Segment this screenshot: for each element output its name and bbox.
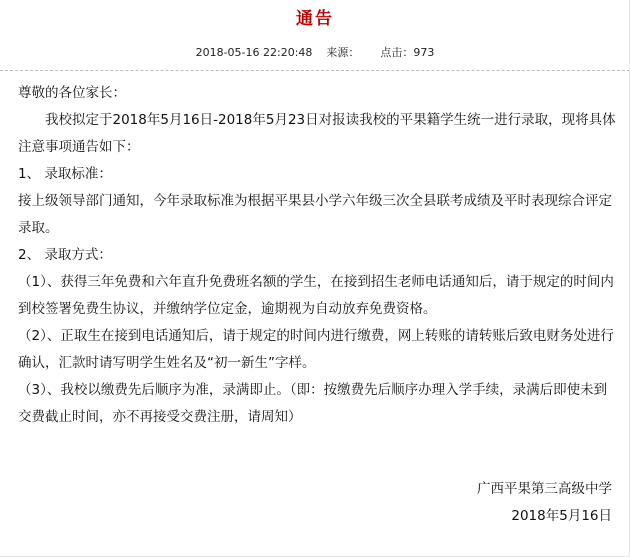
section2-heading: 2、 录取方式： (18, 247, 112, 263)
intro-paragraph: 我校拟定于2018年5月16日-2018年5月23日对报读我校的平果籍学生统一进行录取，现将具体注意事项通告如下： (18, 112, 616, 155)
source-label: 来源： (326, 46, 360, 59)
signature-date: 2018年5月16日 (511, 508, 612, 524)
notice-body (18, 80, 618, 431)
clicks-label: 点击： (380, 46, 414, 59)
signature-org: 广西平果第三高级中学 (477, 481, 612, 497)
publish-datetime: 2018-05-16 22:20:48 (195, 46, 313, 59)
admission-item-1: （1）、获得三年免费和六年直升免费班名额的学生，在接到招生老师电话通知后，请于规定的时间内到校签署免费生协议，并缴纳学位定金，逾期视为自动放弃免费资格。 (18, 274, 614, 317)
notice-title: 通告 (296, 9, 334, 29)
greeting: 尊敬的各位家长： (18, 85, 126, 101)
section1-heading: 1、 录取标准： (18, 166, 112, 182)
admission-item-3: （3）、我校以缴费先后顺序为准，录满即止。（即：按缴费先后顺序办理入学手续，录满后即使未到交费截止时间，亦不再接受交费注册，请周知） (18, 382, 608, 425)
meta-divider (0, 70, 630, 71)
admission-item-2: （2）、正取生在接到电话通知后，请于规定的时间内进行缴费，网上转账的请转账后致电财务处进行确认，汇款时请写明学生姓名及“初一新生”字样。 (18, 328, 614, 371)
clicks-count: 973 (413, 46, 435, 59)
section1-text: 接上级领导部门通知，今年录取标准为根据平果县小学六年级三次全县联考成绩及平时表现综合评定录取。 (18, 193, 612, 236)
notice-meta (0, 45, 630, 61)
